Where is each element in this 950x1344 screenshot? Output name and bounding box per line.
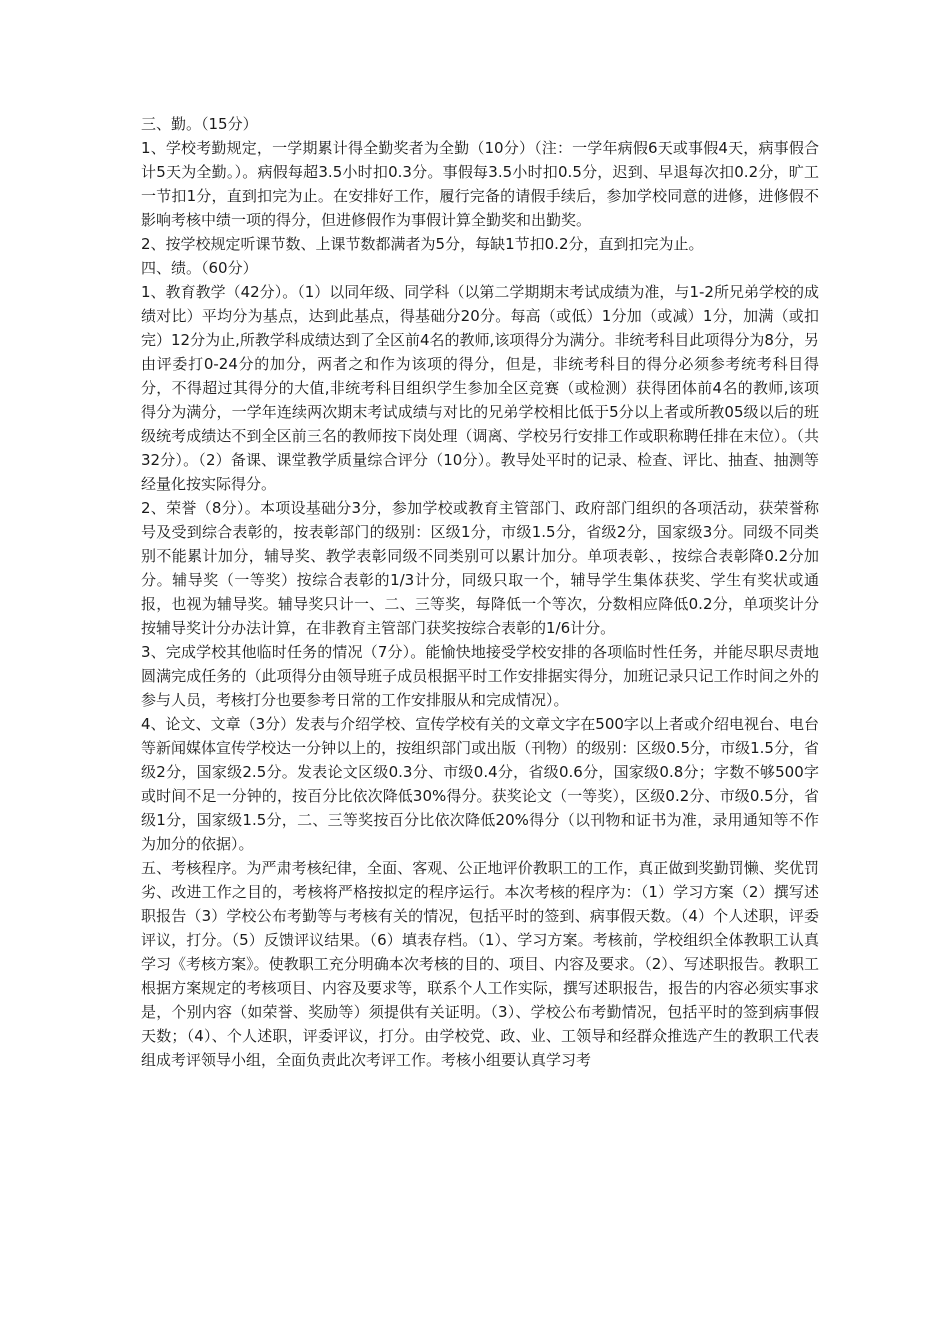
paragraph: 3、完成学校其他临时任务的情况（7分）。能愉快地接受学校安排的各项临时性任务，并能尽职尽责地圆满完成任务的（此项得分由领导班子成员根据平时工作安排据实得分，加班记录只记工作时间之外的参与人员，考核打分也要参考日常的工作安排服从和完成情况）。 — [141, 643, 819, 709]
paragraph: 1、学校考勤规定，一学期累计得全勤奖者为全勤（10分）（注：一学年病假6天或事假4天，病事假合计5天为全勤。）。病假每超3.5小时扣0.3分。事假每3.5小时扣0.5分，迟到、早退每次扣0.2分，旷工一节扣1分，直到扣完为止。在安排好工作，履行完备的请假手续后，参加学校同意的进修，进修假不影响考核中绩一项的得分，但进修假作为事假计算全勤奖和出勤奖。 — [141, 139, 819, 229]
section-heading-attendance: 三、勤。（15分） — [141, 115, 258, 133]
paragraph: 1、教育教学（42分）。（1）以同年级、同学科（以第二学期期末考试成绩为准，与1-2所兄弟学校的成绩对比）平均分为基点，达到此基点，得基础分20分。每高（或低）1分加（或减）1分，加满（或扣完）12分为止,所教学科成绩达到了全区前4名的教师,该项得分为满分。非统考科目此项得分为8分，另由评委打0-24分的加分，两者之和作为该项的得分，但是，非统考科目的得分必须参考统考科目得分，不得超过其得分的大值,非统考科目组织学生参加全区竞赛（或检测）获得团体前4名的教师,该项得分为满分，一学年连续两次期末考试成绩与对比的兄弟学校相比低于5分以上者或所教05级以后的班级统考成绩达不到全区前三名的教师按下岗处理（调离、学校另行安排工作或职称聘任排在末位）。（共32分）。（2）备课、课堂教学质量综合评分（10分）。教导处平时的记录、检查、评比、抽查、抽测等经量化按实际得分。 — [141, 283, 819, 493]
paragraph: 2、按学校规定听课节数、上课节数都满者为5分，每缺1节扣0.2分，直到扣完为止。 — [141, 235, 704, 253]
paragraph: 五、考核程序。为严肃考核纪律，全面、客观、公正地评价教职工的工作，真正做到奖勤罚懒、奖优罚劣、改进工作之目的，考核将严格按拟定的程序运行。本次考核的程序为：（1）学习方案（2）撰写述职报告（3）学校公布考勤等与考核有关的情况，包括平时的签到、病事假天数。（4）个人述职，评委评议，打分。（5）反馈评议结果。（6）填表存档。（1）、学习方案。考核前，学校组织全体教职工认真学习《考核方案》。使教职工充分明确本次考核的目的、项目、内容及要求。（2）、写述职报告。教职工根据方案规定的考核项目、内容及要求等，联系个人工作实际，撰写述职报告，报告的内容必须实事求是，个别内容（如荣誉、奖励等）须提供有关证明。（3）、学校公布考勤情况，包括平时的签到病事假天数；（4）、个人述职，评委评议，打分。由学校党、政、业、工领导和经群众推选产生的教职工代表组成考评领导小组，全面负责此次考评工作。考核小组要认真学习考 — [141, 859, 819, 1069]
section-heading-performance: 四、绩。（60分） — [141, 259, 258, 277]
paragraph: 2、荣誉（8分）。本项设基础分3分，参加学校或教育主管部门、政府部门组织的各项活动，获荣誉称号及受到综合表彰的，按表彰部门的级别：区级1分，市级1.5分，省级2分，国家级3分。同级不同类别不能累计加分，辅导奖、教学表彰同级不同类别可以累计加分。单项表彰、，按综合表彰降0.2分加分。辅导奖（一等奖）按综合表彰的1/3计分，同级只取一个，辅导学生集体获奖、学生有奖状或通报，也视为辅导奖。辅导奖只计一、二、三等奖，每降低一个等次，分数相应降低0.2分，单项奖计分按辅导奖计分办法计算，在非教育主管部门获奖按综合表彰的1/6计分。 — [141, 499, 819, 637]
document-page — [141, 112, 819, 1072]
paragraph: 4、论文、文章（3分）发表与介绍学校、宣传学校有关的文章文字在500字以上者或介绍电视台、电台等新闻媒体宣传学校达一分钟以上的，按组织部门或出版（刊物）的级别：区级0.5分，市级1.5分，省级2分，国家级2.5分。发表论文区级0.3分、市级0.4分，省级0.6分，国家级0.8分；字数不够500字或时间不足一分钟的，按百分比依次降低30%得分。获奖论文（一等奖），区级0.2分、市级0.5分，省级1分，国家级1.5分，二、三等奖按百分比依次降低20%得分（以刊物和证书为准，录用通知等不作为加分的依据）。 — [141, 715, 819, 853]
